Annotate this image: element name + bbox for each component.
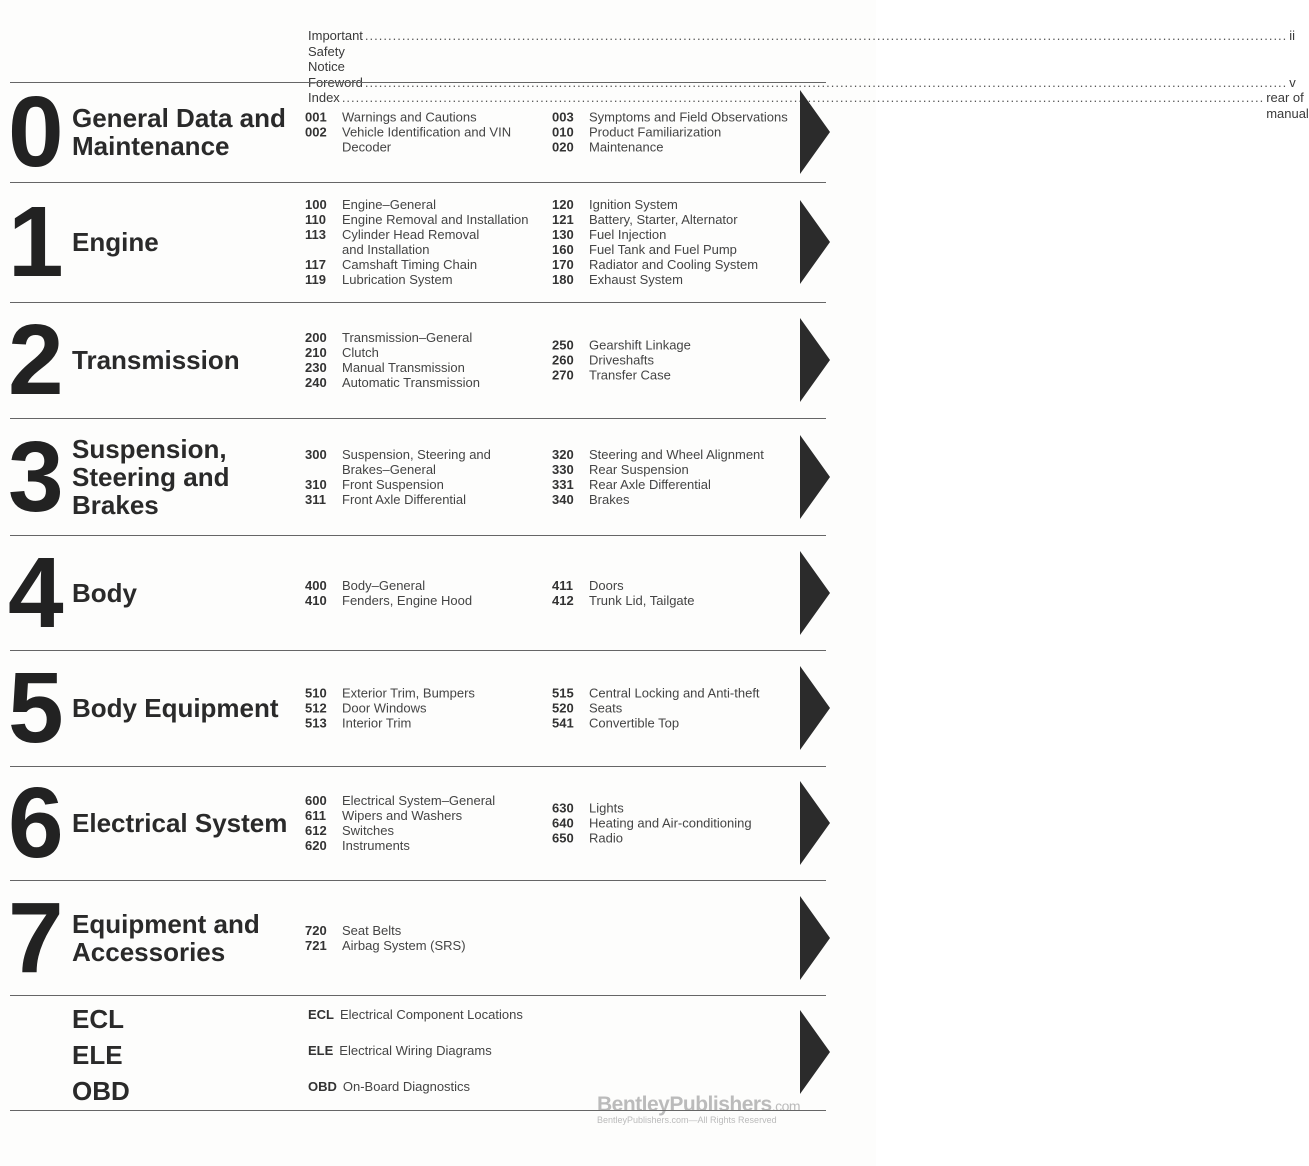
chapter-5[interactable]: [0, 650, 876, 766]
group-code: 541: [552, 715, 574, 731]
repair-group-entry[interactable]: [552, 353, 802, 368]
repair-group-entry[interactable]: [305, 330, 545, 345]
group-title: Seat Belts: [342, 922, 402, 938]
dot-leader: ........................................................................................................................................................................................................: [364, 28, 1288, 43]
chapter-title: Suspension, Steering and Brakes: [72, 433, 230, 520]
repair-group-entry[interactable]: [305, 110, 545, 125]
chapter-title: Electrical System: [72, 808, 288, 838]
repair-group-column: [305, 793, 545, 853]
group-code: 020: [552, 139, 574, 155]
group-title: Automatic Transmission: [342, 375, 480, 390]
repair-group-column: [305, 578, 545, 608]
group-code: 650: [552, 830, 574, 846]
tab-arrow-icon[interactable]: [800, 90, 830, 174]
divider: [10, 182, 826, 183]
repair-group-entry[interactable]: [305, 257, 545, 272]
group-title: Engine–General: [342, 197, 436, 212]
group-title: Central Locking and Anti-theft: [589, 685, 760, 701]
tab-arrow-icon[interactable]: [800, 781, 830, 865]
repair-group-entry[interactable]: [552, 110, 802, 125]
chapter-number: 4: [8, 536, 61, 649]
repair-group-entry[interactable]: [552, 197, 802, 212]
chapter-number: 2: [8, 304, 61, 416]
group-title: Driveshafts: [589, 352, 655, 368]
group-code: 003: [552, 109, 574, 125]
repair-group-entry[interactable]: [305, 212, 545, 227]
appendix-abbr: ELE: [72, 1040, 123, 1070]
repair-group-column: [552, 578, 802, 608]
repair-group-entry[interactable]: [552, 447, 802, 462]
chapter-title: Engine: [72, 227, 159, 257]
chapter-3[interactable]: [0, 418, 876, 535]
chapter-4[interactable]: [0, 535, 876, 650]
group-code: 113: [305, 227, 326, 242]
repair-group-entry[interactable]: [305, 593, 545, 608]
repair-group-entry[interactable]: [552, 257, 802, 272]
dot-leader: ........................................................................................................................................................................................................: [341, 90, 1265, 105]
group-title: Door Windows: [342, 700, 427, 716]
tab-arrow-icon[interactable]: [800, 200, 830, 284]
repair-group-column: [305, 330, 545, 390]
repair-group-entry[interactable]: [305, 492, 545, 507]
tab-arrow-icon[interactable]: [800, 666, 830, 750]
group-title: Interior Trim: [342, 715, 412, 731]
tab-arrow-icon[interactable]: [800, 435, 830, 519]
group-code: 600: [305, 793, 327, 808]
repair-group-column: [305, 923, 545, 953]
group-code: 515: [552, 685, 574, 701]
repair-group-column: [305, 686, 545, 731]
group-code: 001: [305, 109, 327, 125]
group-code: 320: [552, 446, 574, 462]
group-code: 130: [552, 227, 574, 242]
repair-group-entry[interactable]: [305, 272, 545, 287]
group-title: Wipers and Washers: [342, 808, 463, 823]
entry-page: rear of manual: [1266, 90, 1309, 121]
repair-group-entry[interactable]: [552, 140, 802, 155]
repair-group-entry[interactable]: [305, 716, 545, 731]
tab-arrow-icon[interactable]: [800, 1010, 830, 1094]
group-title: Radio: [589, 830, 623, 846]
chapter-title: General Data and Maintenance: [72, 103, 286, 161]
group-code: 400: [305, 577, 327, 593]
group-title: Vehicle Identification and VIN Decoder: [342, 124, 512, 155]
tab-arrow-icon[interactable]: [800, 551, 830, 635]
repair-group-entry[interactable]: [552, 492, 802, 507]
repair-group-entry[interactable]: [552, 593, 802, 608]
repair-group-entry[interactable]: [305, 838, 545, 853]
repair-group-entry[interactable]: [552, 701, 802, 716]
repair-group-entry[interactable]: [305, 227, 545, 257]
appendix-title: Electrical Wiring Diagrams: [339, 1043, 492, 1058]
group-title: Clutch: [342, 345, 379, 360]
appendix-abbr: ECL: [72, 1004, 124, 1034]
group-code: 119: [305, 272, 326, 287]
group-code: 117: [305, 257, 326, 272]
group-title: Lubrication System: [342, 272, 453, 287]
divider: [10, 650, 826, 651]
tab-arrow-icon[interactable]: [800, 318, 830, 402]
group-code: 512: [305, 700, 327, 716]
repair-group-column: [305, 197, 545, 287]
group-code: 210: [305, 345, 327, 360]
group-title: Airbag System (SRS): [342, 937, 466, 953]
appendix-entry[interactable]: [308, 1007, 523, 1022]
logo-text: BentleyPublishers: [597, 1093, 772, 1116]
repair-group-entry[interactable]: [305, 923, 545, 938]
group-code: 721: [305, 937, 327, 953]
entry-label: Index: [308, 90, 340, 105]
repair-group-entry[interactable]: [305, 477, 545, 492]
group-title: Battery, Starter, Alternator: [589, 212, 738, 227]
group-code: 300: [305, 446, 327, 462]
group-code: 611: [305, 808, 326, 823]
divider: [10, 995, 826, 996]
repair-group-entry[interactable]: [305, 345, 545, 360]
front-matter-entry[interactable]: [308, 28, 1296, 75]
repair-group-entry[interactable]: [552, 578, 802, 593]
chapter-number: 5: [8, 652, 61, 764]
group-title: Fuel Injection: [589, 227, 667, 242]
chapter-title: Body: [72, 577, 137, 608]
group-title: Seats: [589, 700, 623, 716]
group-code: 250: [552, 337, 574, 353]
group-code: 110: [305, 212, 326, 227]
tab-arrow-icon[interactable]: [800, 896, 830, 980]
group-code: 240: [305, 375, 327, 390]
group-title: Maintenance: [589, 139, 664, 155]
group-title: Heating and Air-conditioning: [589, 815, 752, 831]
group-code: 340: [552, 491, 574, 507]
appendix-abbr: OBD: [72, 1076, 130, 1106]
group-code: 311: [305, 491, 326, 507]
group-title: Body–General: [342, 577, 426, 593]
group-code: 170: [552, 257, 574, 272]
entry-page: v: [1289, 74, 1296, 90]
group-code: 260: [552, 352, 574, 368]
group-title: Engine Removal and Installation: [342, 212, 529, 227]
group-title: Transfer Case: [589, 367, 671, 383]
group-title: Front Suspension: [342, 476, 444, 492]
appendix-code: ECL: [308, 1007, 334, 1022]
entry-label: Foreword: [308, 74, 363, 90]
repair-group-entry[interactable]: [552, 801, 802, 816]
group-code: 720: [305, 922, 327, 938]
chapter-number: 3: [8, 420, 61, 533]
divider: [10, 535, 826, 536]
appendix-entry[interactable]: [308, 1079, 470, 1094]
chapter-number: 1: [8, 186, 61, 298]
repair-group-entry[interactable]: [552, 125, 802, 140]
chapter-number: 7: [8, 881, 61, 994]
repair-group-entry[interactable]: [552, 227, 802, 242]
repair-group-entry[interactable]: [305, 938, 545, 953]
chapter-number: 0: [8, 76, 61, 188]
repair-group-entry[interactable]: [552, 686, 802, 701]
group-code: 200: [305, 330, 327, 345]
appendix-code: ELE: [308, 1043, 334, 1058]
repair-group-entry[interactable]: [305, 808, 545, 823]
divider: [10, 418, 826, 419]
appendix-entry[interactable]: [308, 1043, 492, 1058]
repair-group-column: [552, 197, 802, 287]
group-code: 270: [552, 367, 574, 383]
repair-group-column: [552, 338, 802, 383]
repair-group-entry[interactable]: [305, 701, 545, 716]
repair-group-entry[interactable]: [552, 477, 802, 492]
chapter-6[interactable]: [0, 766, 876, 880]
group-code: 513: [305, 715, 327, 731]
repair-group-column: [552, 801, 802, 846]
repair-group-entry[interactable]: [305, 375, 545, 390]
group-title: Rear Axle Differential: [589, 476, 711, 492]
repair-group-entry[interactable]: [552, 816, 802, 831]
appendix-title: On-Board Diagnostics: [342, 1079, 471, 1094]
group-code: 120: [552, 197, 574, 212]
group-title: Fenders, Engine Hood: [342, 592, 473, 608]
group-title: Convertible Top: [589, 715, 680, 731]
chapter-1[interactable]: [0, 182, 876, 302]
repair-group-column: [305, 447, 545, 507]
group-code: 520: [552, 700, 574, 716]
group-code: 100: [305, 197, 327, 212]
group-title: Warnings and Cautions: [342, 109, 477, 125]
group-code: 612: [305, 823, 327, 838]
group-title: Electrical System–General: [342, 793, 496, 808]
group-title: Steering and Wheel Alignment: [589, 446, 764, 462]
group-code: 410: [305, 592, 327, 608]
chapter-0[interactable]: [0, 76, 876, 188]
group-title: Switches: [342, 823, 395, 838]
group-title: Fuel Tank and Fuel Pump: [589, 242, 737, 257]
group-title: Instruments: [342, 838, 410, 853]
copyright: BentleyPublishers.com—All Rights Reserved: [597, 1115, 777, 1125]
group-title: Cylinder Head Removal and Installation: [342, 227, 480, 257]
group-code: 640: [552, 815, 574, 831]
repair-group-entry[interactable]: [305, 823, 545, 838]
chapter-title: Transmission: [72, 345, 240, 375]
group-title: Gearshift Linkage: [589, 337, 691, 353]
repair-group-entry[interactable]: [305, 197, 545, 212]
group-title: Camshaft Timing Chain: [342, 257, 478, 272]
repair-group-entry[interactable]: [305, 578, 545, 593]
chapter-7[interactable]: [0, 880, 876, 995]
repair-group-column: [552, 686, 802, 731]
group-title: Manual Transmission: [342, 360, 465, 375]
repair-group-entry[interactable]: [552, 368, 802, 383]
bentley-logo: [597, 1093, 800, 1117]
divider: [10, 1110, 826, 1111]
group-title: Symptoms and Field Observations: [589, 109, 788, 125]
dot-leader: ........................................................................................................................................................................................................: [364, 74, 1288, 90]
group-code: 121: [552, 212, 574, 227]
repair-group-entry[interactable]: [552, 716, 802, 731]
group-title: Lights: [589, 800, 624, 816]
group-title: Exhaust System: [589, 272, 683, 287]
group-code: 411: [552, 577, 573, 593]
repair-group-entry[interactable]: [552, 272, 802, 287]
chapter-number: 6: [8, 767, 61, 879]
repair-group-column: [305, 110, 545, 155]
group-code: 412: [552, 592, 574, 608]
entry-label: Important Safety Notice: [308, 28, 363, 74]
repair-group-entry[interactable]: [552, 242, 802, 257]
divider: [10, 766, 826, 767]
appendix-title: Electrical Component Locations: [340, 1007, 523, 1022]
repair-group-column: [552, 447, 802, 507]
group-code: 002: [305, 124, 327, 140]
chapter-title: Equipment and Accessories: [72, 908, 260, 967]
group-code: 510: [305, 685, 327, 701]
group-title: Product Familiarization: [589, 124, 722, 140]
group-title: Transmission–General: [342, 330, 473, 345]
divider: [10, 82, 826, 83]
appendix-code: OBD: [308, 1079, 337, 1094]
group-code: 331: [552, 476, 574, 492]
group-code: 010: [552, 124, 574, 140]
group-title: Exterior Trim, Bumpers: [342, 685, 475, 701]
group-code: 620: [305, 838, 327, 853]
group-code: 310: [305, 476, 327, 492]
chapter-title: Body Equipment: [72, 693, 279, 723]
group-title: Suspension, Steering and Brakes–General: [342, 446, 491, 477]
group-title: Brakes: [589, 491, 630, 507]
group-code: 230: [305, 360, 327, 375]
group-code: 330: [552, 461, 574, 477]
group-title: Trunk Lid, Tailgate: [589, 592, 695, 608]
repair-group-entry[interactable]: [552, 212, 802, 227]
group-title: Front Axle Differential: [342, 491, 467, 507]
divider: [10, 880, 826, 881]
group-title: Ignition System: [589, 197, 678, 212]
divider: [10, 302, 826, 303]
group-code: 160: [552, 242, 574, 257]
repair-group-entry[interactable]: [305, 125, 545, 155]
repair-group-entry[interactable]: [305, 793, 545, 808]
repair-group-entry[interactable]: [305, 360, 545, 375]
group-title: Radiator and Cooling System: [589, 257, 759, 272]
group-code: 630: [552, 800, 574, 816]
entry-page: ii: [1289, 28, 1296, 43]
group-code: 180: [552, 272, 574, 287]
repair-group-entry[interactable]: [552, 462, 802, 477]
repair-group-entry[interactable]: [552, 831, 802, 846]
group-title: Doors: [589, 577, 624, 593]
chapter-2[interactable]: [0, 302, 876, 418]
group-title: Rear Suspension: [589, 461, 689, 477]
repair-group-column: [552, 110, 802, 155]
repair-group-entry[interactable]: [305, 447, 545, 477]
repair-group-entry[interactable]: [552, 338, 802, 353]
logo-suffix: .com: [771, 1098, 801, 1114]
repair-group-entry[interactable]: [305, 686, 545, 701]
